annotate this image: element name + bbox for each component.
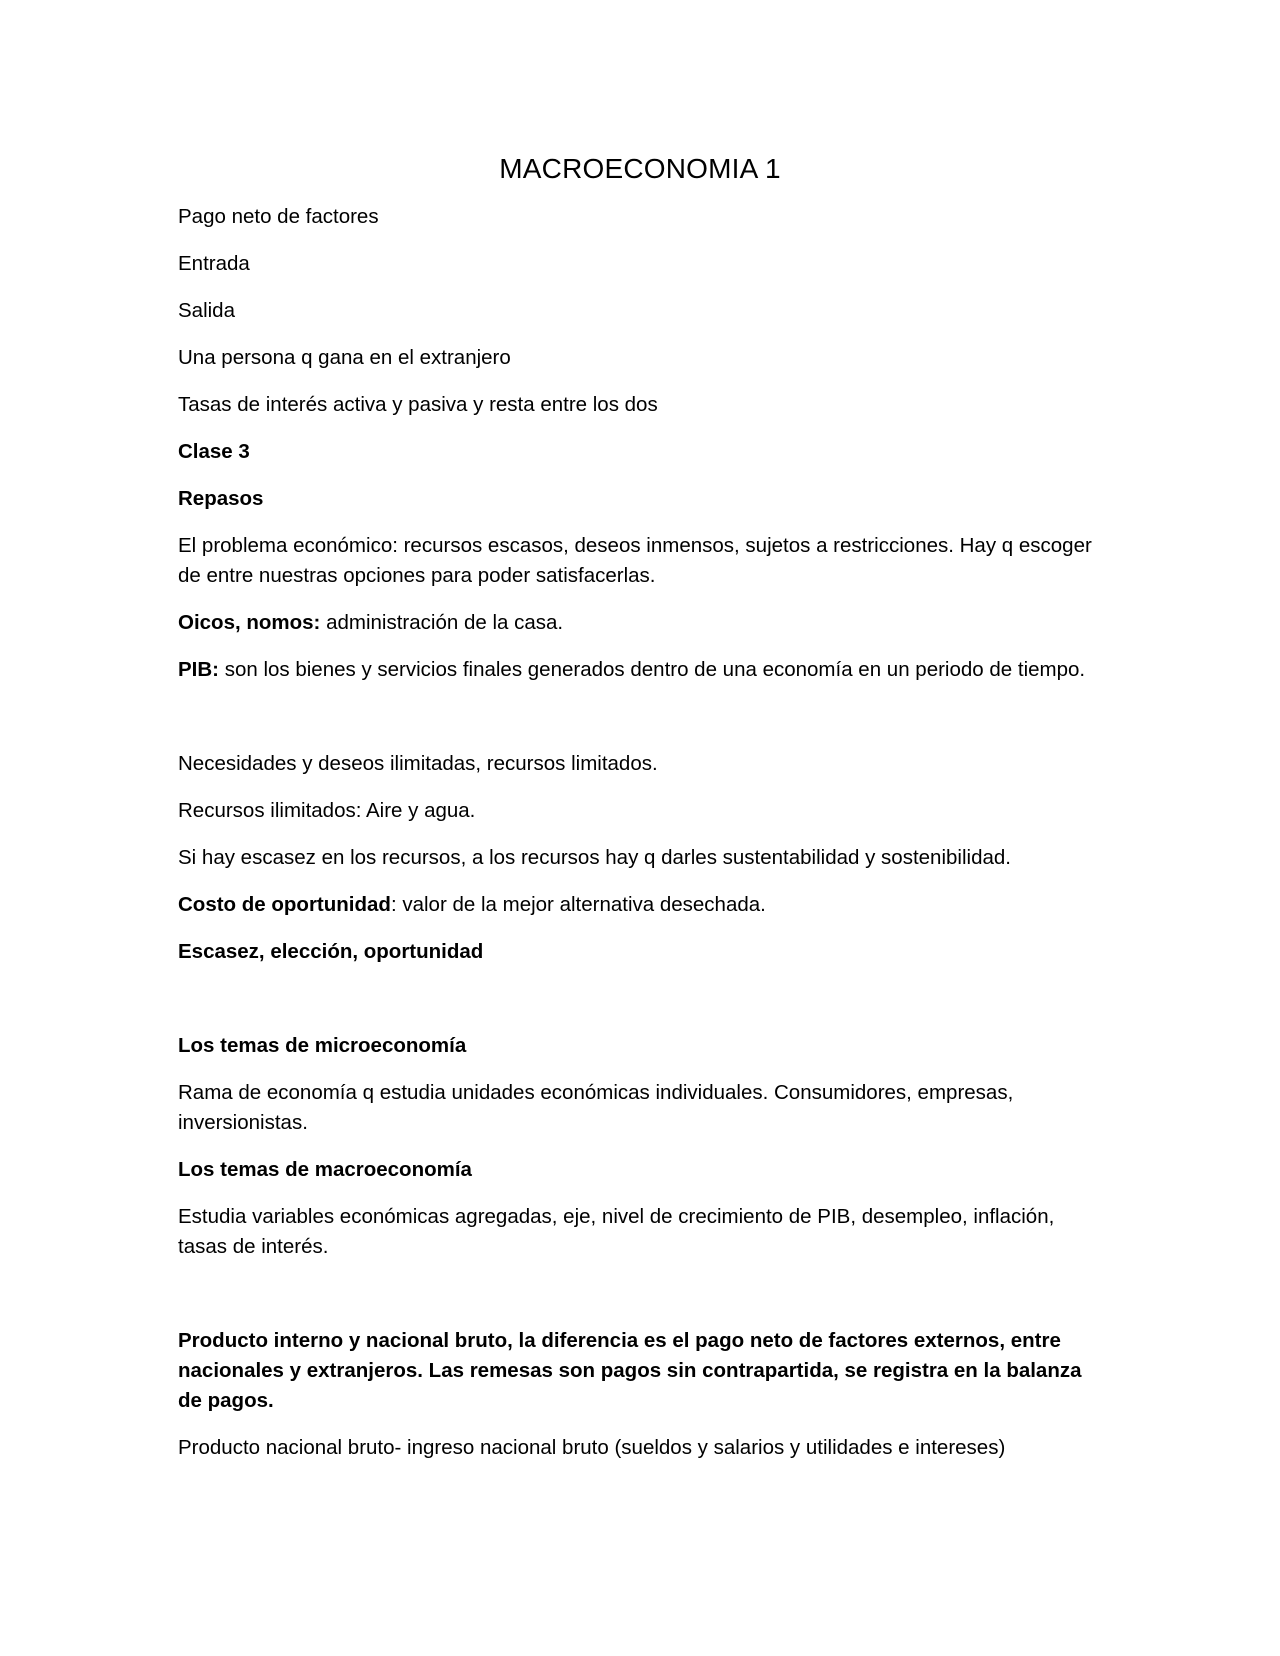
paragraph-recursos-ilimitados: Recursos ilimitados: Aire y agua. [178,799,476,822]
definition-pib: son los bienes y servicios finales generados dentro de una economía en un periodo de tiempo. [219,658,1086,681]
heading-clase-3: Clase 3 [178,440,250,463]
term-costo-oportunidad: Costo de oportunidad [178,893,391,916]
blank-line [178,1279,1102,1326]
definition-oicos-nomos: administración de la casa. [320,611,564,634]
heading-repasos: Repasos [178,487,264,510]
paragraph-microeconomia: Rama de economía q estudia unidades económicas individuales. Consumidores, empresas, inversionistas. [178,1081,1014,1134]
paragraph-entrada: Entrada [178,252,250,275]
paragraph-costo-oportunidad [178,890,1102,920]
paragraph-tasas-interes: Tasas de interés activa y pasiva y resta entre los dos [178,393,658,416]
document-title: MACROECONOMIA 1 [499,153,781,184]
paragraph-producto-nacional-bruto: Producto nacional bruto- ingreso nacional bruto (sueldos y salarios y utilidades e intereses) [178,1436,1006,1459]
paragraph-salida: Salida [178,299,235,322]
blank-line [178,702,1102,749]
definition-costo-oportunidad: : valor de la mejor alternativa desechada. [390,893,766,916]
paragraph-macroeconomia: Estudia variables económicas agregadas, eje, nivel de crecimiento de PIB, desempleo, inflación, tasas de interés. [178,1205,1055,1258]
paragraph-pib [178,655,1102,685]
heading-microeconomia: Los temas de microeconomía [178,1034,467,1057]
paragraph-problema-economico: El problema económico: recursos escasos, deseos inmensos, sujetos a restricciones. Hay q escoger de entre nuestras opciones para poder satisfacerlas. [178,534,1092,587]
paragraph-persona-extranjero: Una persona q gana en el extranjero [178,346,511,369]
heading-macroeconomia: Los temas de macroeconomía [178,1158,472,1181]
paragraph-escasez-recursos: Si hay escasez en los recursos, a los recursos hay q darles sustentabilidad y sostenibilidad. [178,846,1011,869]
paragraph-pago-neto: Pago neto de factores [178,205,379,228]
paragraph-oicos-nomos [178,608,1102,638]
term-pib: PIB: [178,658,219,681]
paragraph-producto-interno-nacional: Producto interno y nacional bruto, la diferencia es el pago neto de factores externos, entre nacionales y extranjeros. Las remesas son pagos sin contrapartida, se registra en la balanza de pagos. [178,1329,1082,1412]
paragraph-necesidades: Necesidades y deseos ilimitadas, recursos limitados. [178,752,658,775]
term-oicos-nomos: Oicos, nomos: [178,611,321,634]
heading-escasez-eleccion: Escasez, elección, oportunidad [178,940,484,963]
document-body [178,150,1102,1480]
blank-line [178,984,1102,1031]
